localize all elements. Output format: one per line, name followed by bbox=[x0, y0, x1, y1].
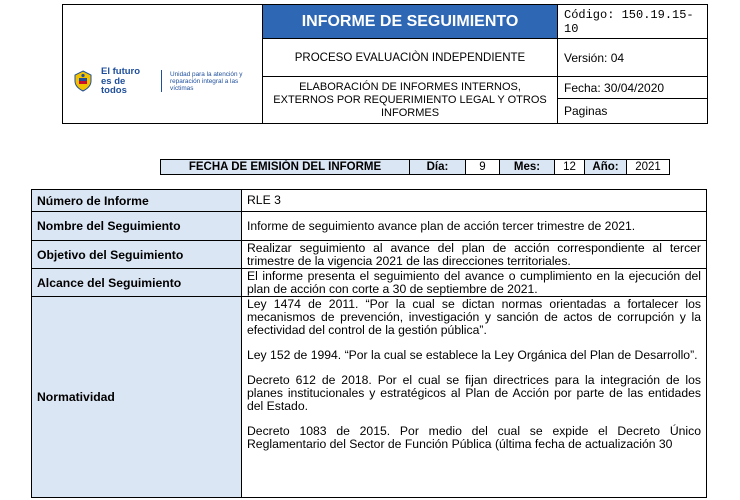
regulation-item: Decreto 612 de 2018. Por el cual se fijan directrices para la integración de los planes institucionales y estratégicos al Plan de Acción por parte de las entidades del Estado. bbox=[247, 373, 701, 413]
regulations-label: Normatividad bbox=[32, 297, 242, 498]
document-code: Código: 150.19.15-10 bbox=[558, 5, 707, 39]
objective-label: Objetivo del Seguimiento bbox=[32, 241, 242, 269]
document-version: Versión: 04 bbox=[558, 39, 707, 77]
tracking-name-value: Informe de seguimiento avance plan de acción tercer trimestre de 2021. bbox=[242, 212, 707, 241]
scope-value: El informe presenta el seguimiento del avance o cumplimiento en la ejecución del plan de acción con corte a 30 de septiembre de 2021. bbox=[242, 269, 707, 297]
regulation-item: Ley 152 de 1994. “Por la cual se establece la Ley Orgánica del Plan de Desarrollo”. bbox=[247, 348, 698, 362]
day-label: Día: bbox=[410, 160, 466, 174]
year-label: Año: bbox=[585, 160, 627, 174]
objective-value: Realizar seguimiento al avance del plan de acción correspondiente al tercer trimestre de la vigencia 2021 de las direcciones territoriales. bbox=[242, 241, 707, 269]
month-value: 12 bbox=[555, 160, 585, 174]
regulation-item: Decreto 1083 de 2015. Por medio del cual se expide el Decreto Único Reglamentario del Sector de Función Pública (última fecha de actualización 30 bbox=[247, 424, 701, 451]
table-row bbox=[32, 190, 707, 212]
regulations-value bbox=[242, 297, 707, 498]
table-row bbox=[32, 297, 707, 498]
logo-divider bbox=[161, 70, 162, 92]
logo-subtitle: Unidad para la atención y reparación integral a las víctimas bbox=[170, 70, 243, 92]
report-number-value: RLE 3 bbox=[242, 190, 707, 212]
table-row bbox=[32, 212, 707, 241]
report-info-table bbox=[31, 189, 707, 498]
document-pages: Paginas bbox=[564, 104, 608, 118]
day-value: 9 bbox=[466, 160, 500, 174]
report-number-label: Número de Informe bbox=[32, 190, 242, 212]
report-title: INFORME DE SEGUIMIENTO bbox=[263, 5, 557, 39]
coat-of-arms-icon bbox=[71, 69, 95, 93]
document-date: Fecha: 30/04/2020 bbox=[558, 77, 707, 99]
table-row bbox=[32, 241, 707, 269]
document-header bbox=[62, 4, 708, 124]
emission-date-row bbox=[160, 159, 670, 175]
header-middle bbox=[263, 5, 558, 123]
document-name: ELABORACIÓN DE INFORMES INTERNOS, EXTERNOS POR REQUERIMIENTO LEGAL Y OTROS INFORMES bbox=[273, 80, 547, 119]
month-label: Mes: bbox=[500, 160, 555, 174]
scope-label: Alcance del Seguimiento bbox=[32, 269, 242, 297]
process-name: PROCESO EVALUACIÒN INDEPENDIENTE bbox=[263, 39, 557, 77]
logo-cell bbox=[63, 5, 263, 123]
year-value: 2021 bbox=[635, 161, 661, 173]
table-row bbox=[32, 269, 707, 297]
emission-date-label: FECHA DE EMISIÓN DEL INFORME bbox=[161, 160, 410, 174]
tracking-name-label: Nombre del Seguimiento bbox=[32, 212, 242, 241]
logo-text: El futuro es de todos bbox=[101, 66, 141, 96]
government-logo bbox=[71, 67, 254, 96]
header-meta bbox=[558, 5, 707, 123]
regulation-item: Ley 1474 de 2011. “Por la cual se dictan normas orientadas a fortalecer los mecanismos de prevención, investigación y sanción de actos de corrupción y la efectividad del control de la gestión pública”. bbox=[247, 297, 701, 337]
